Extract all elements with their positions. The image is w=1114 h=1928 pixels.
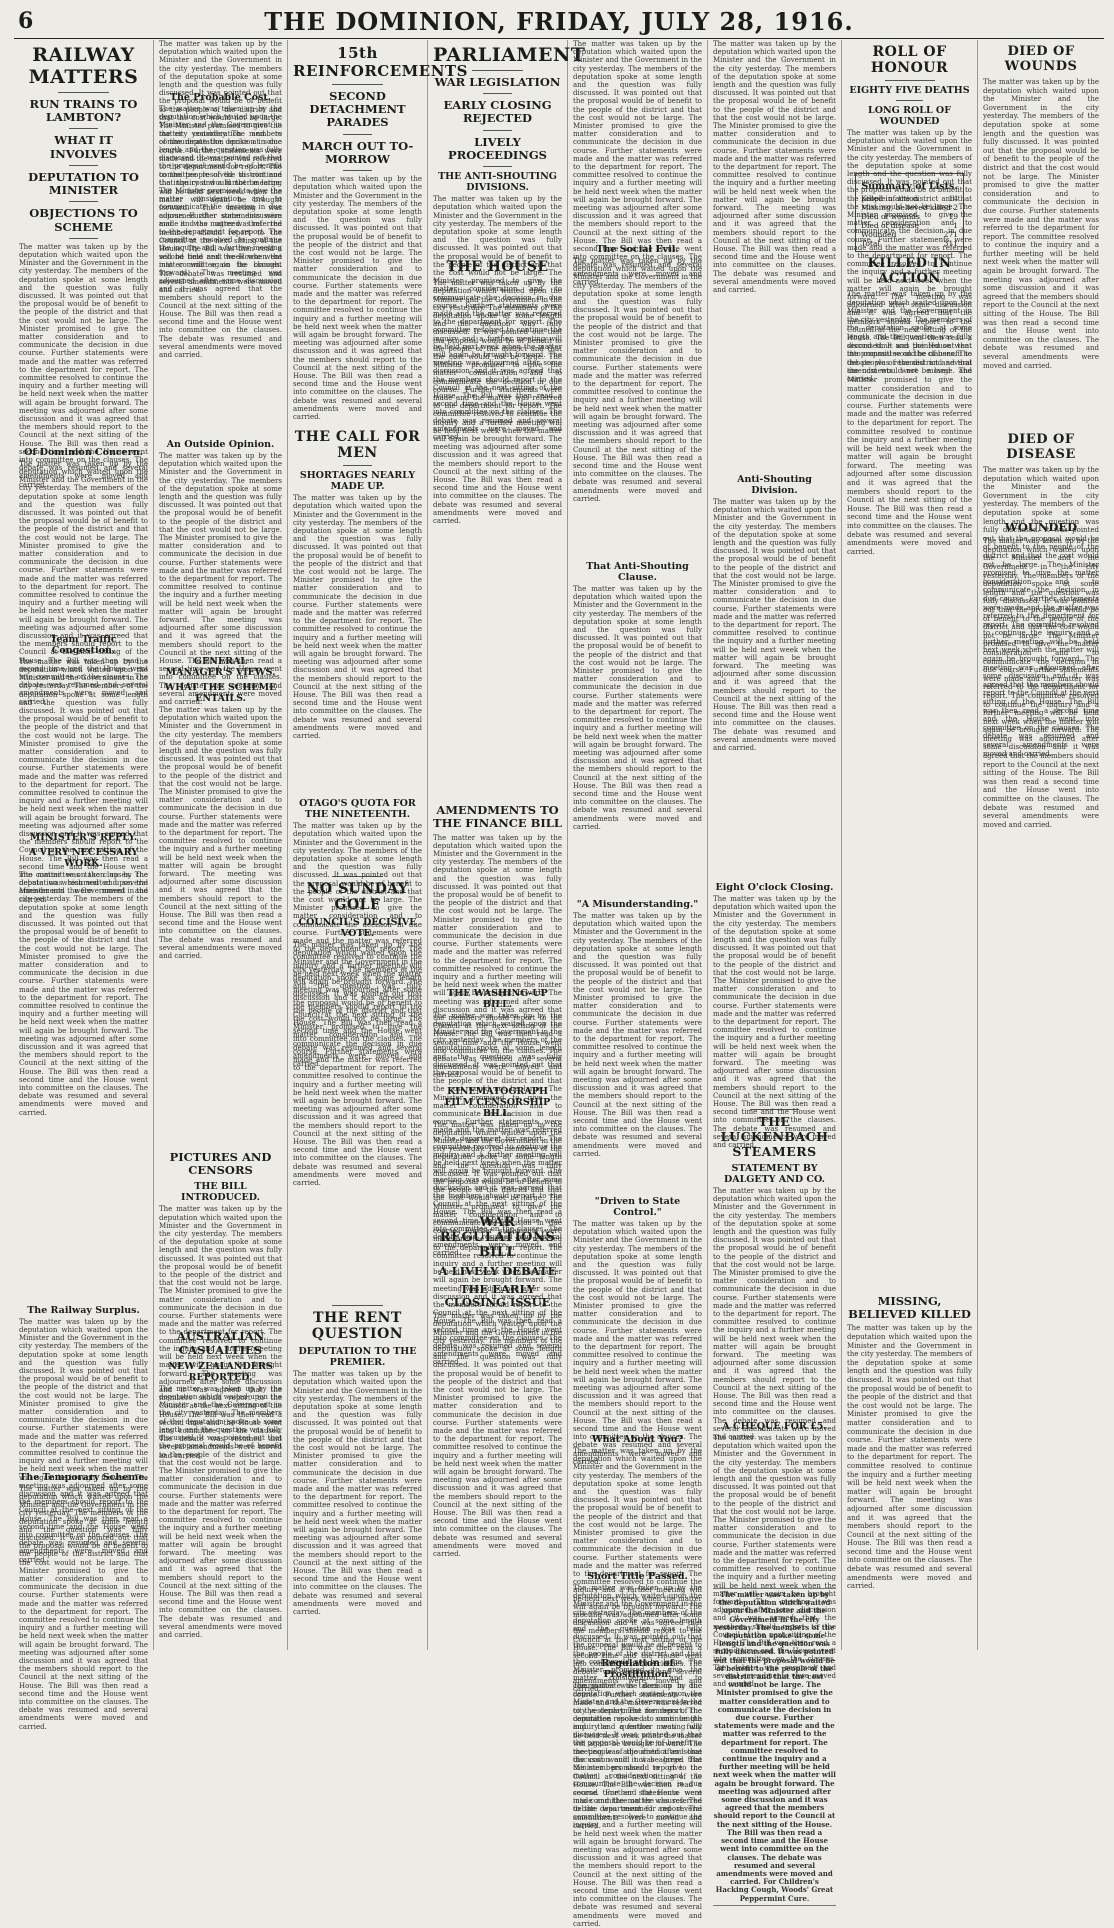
headline-pictures-censors: PICTURES AND CENSORS xyxy=(169,1150,272,1178)
summary-label: Missing, believed killed xyxy=(861,203,951,212)
deck-deputation: DEPUTATION TO MINISTER xyxy=(28,169,139,198)
deck-deputation-premier: DEPUTATION TO THE PREMIER. xyxy=(298,1346,417,1369)
deck-dalgety: STATEMENT BY DALGETY AND CO. xyxy=(724,1163,825,1185)
deck-long-roll-wounded: LONG ROLL OF WOUNDED xyxy=(868,105,951,127)
subhead-otago-quota: OTAGO'S QUOTA FOR THE NINETEENTH. xyxy=(299,798,416,821)
column-parliament-luckenbach xyxy=(708,40,842,1903)
deck-lively-debate: A LIVELY DEBATE xyxy=(438,1263,557,1278)
subhead-short-title: Short Title Passed. xyxy=(587,1571,688,1582)
summary-value: 19 xyxy=(948,212,958,221)
subhead-anti-shouting-clause: That Anti-Shouting Clause. xyxy=(586,561,689,583)
deck-early-closing-issue: THE EARLY CLOSING ISSUE xyxy=(444,1281,551,1309)
subhead-railway-surplus: The Railway Surplus. xyxy=(27,1304,140,1316)
subhead-team-traffic: Team Traffic Congestion. xyxy=(50,633,117,656)
headline-roll-of-honour: ROLL OF HONOUR xyxy=(870,44,949,76)
column-parliament xyxy=(428,40,586,1650)
headline-missing-believed-killed: MISSING, BELIEVED KILLED xyxy=(848,1294,971,1322)
deck-second-detachment: SECOND DETACHMENT PARADES xyxy=(309,89,406,130)
subhead-ministers-reply: MINISTER'S REPLY. xyxy=(29,831,138,843)
headline-call-for-men: THE CALL FOR MEN xyxy=(294,429,421,462)
subhead-cheque: A CHEQUE FOR £5. xyxy=(722,1421,827,1432)
column-roll-of-honour xyxy=(842,40,978,1650)
column-reinforcements xyxy=(288,40,468,1650)
deck-council-vote: COUNCIL'S DECISIVE VOTE. xyxy=(298,917,417,940)
headline-reinforcements: 15th REINFORCEMENTS xyxy=(293,44,468,80)
headline-luckenbach: THE LUCKENBACH STEAMERS xyxy=(720,1114,829,1159)
subhead-general-manager: GENERAL MANAGER'S VIEWS. xyxy=(165,656,276,678)
headline-finance-amendments: AMENDMENTS TO THE FINANCE BILL xyxy=(433,803,562,831)
subhead-scheme-entails: WHAT THE SCHEME ENTAILS. xyxy=(164,682,277,704)
deck-early-closing-rejected: EARLY CLOSING REJECTED xyxy=(443,98,552,126)
deck-run-trains: RUN TRAINS TO LAMBTON? xyxy=(29,97,138,125)
subhead-state-control: "Driven to State Control." xyxy=(594,1196,681,1218)
subhead-misunderstanding: "A Misunderstanding." xyxy=(576,899,699,910)
subhead-outside-opinion: An Outside Opinion. xyxy=(166,439,275,450)
headline-died-of-disease: DIED OF DISEASE xyxy=(1006,432,1076,462)
subhead-eight-oclock: Eight O'clock Closing. xyxy=(715,882,834,893)
headline-killed-in-action: KILLED IN ACTION xyxy=(867,256,952,286)
subhead-probable-cost: The Probable Cost. xyxy=(169,92,272,103)
subhead-prostitution: Regulation of Prostitution. xyxy=(601,1658,674,1680)
subhead-washing-up: THE WASHING-UP BILL. xyxy=(447,987,548,1010)
deck-eighty-five-deaths: EIGHTY FIVE DEATHS xyxy=(849,85,970,96)
headline-war-regulations: WAR REGULATIONS BILL xyxy=(439,1214,556,1260)
deck-march-out: MARCH OUT TO-MORROW xyxy=(301,138,414,166)
headline-kinematograph: KINEMATOGRAPH FILM CENSORSHIP BILL. xyxy=(444,1085,551,1119)
newspaper-title: THE DOMINION, FRIDAY, JULY 28, 1916. xyxy=(264,7,854,36)
deck-objections: OBJECTIONS TO SCHEME xyxy=(29,206,138,234)
column-casualty-lists xyxy=(978,40,1104,1650)
summary-label: Died of wounds xyxy=(861,212,920,221)
summary-label: Killed in action xyxy=(861,194,919,203)
masthead xyxy=(14,4,1104,39)
subhead-social-evil: The Social Evil. xyxy=(596,244,679,255)
summary-value: 311 xyxy=(943,239,958,248)
column-railway-matters xyxy=(14,40,154,1650)
summary-value: 2 xyxy=(953,203,958,212)
headline-australian-casualties: AUSTRALIAN CASUALTIES xyxy=(176,1329,265,1357)
summary-row xyxy=(861,203,958,212)
headline-wounded: WOUNDED xyxy=(1004,520,1078,534)
summary-title: Summary of Lists. xyxy=(861,181,958,192)
headline-parliament: PARLIAMENT xyxy=(433,44,586,66)
headline-rent-question: THE RENT QUESTION xyxy=(311,1310,404,1343)
subhead-bill-introduced: THE BILL INTRODUCED. xyxy=(181,1181,260,1204)
subhead-what-about-you: What About You? xyxy=(591,1434,684,1445)
deck-anti-shouting: THE ANTI-SHOUTING DIVISIONS. xyxy=(438,171,557,194)
headline-railway-matters: RAILWAY MATTERS xyxy=(28,44,139,88)
summary-label: Died of disease xyxy=(861,221,919,230)
column-parliament-continued xyxy=(568,40,708,1680)
headline-the-house: THE HOUSE xyxy=(446,259,549,276)
deck-lively-proceedings: LIVELY PROCEEDINGS xyxy=(448,134,547,162)
deck-what-it-involves: WHAT IT INVOLVES xyxy=(49,133,118,161)
summary-value: 14 xyxy=(948,194,958,203)
headline-died-of-wounds: DIED OF WOUNDS xyxy=(1004,44,1078,74)
headline-no-sunday-golf: NO SUNDAY GOLF xyxy=(306,881,409,914)
advertisement-peppermint-cure: The matter was taken up by the deputation which waited upon the Minister and the Government in the city yesterday. The members of the deputation spoke at some length and the question was fully discussed. It was pointed out that the proposal would be of benefit to the people of the district and that the cost would not be large. The Minister promised to give the matter consideration and to communicate the decision in due course. Further statements were made and the matter was referred to the department for report. The committee resolved to continue the inquiry and a further meeting will be held next week when the matter will again be brought forward. The meeting was adjourned after some discussion and it was agreed that the members should report to the Council at the next sitting of the House. The Bill was then read a second time and the House went into committee on the clauses. The debate was resumed and several amendments were moved and carried. For Children's Hacking Cough, Woods' Great Peppermint Cure. xyxy=(713,1588,836,1906)
page-number: 6 xyxy=(18,8,34,34)
subhead-dominion-concern: Of Dominion Concern. xyxy=(24,446,143,458)
summary-value: 1 xyxy=(953,221,958,230)
summary-label: Wounded xyxy=(861,230,897,239)
subhead-temporary-scheme: The Temporary Scheme. xyxy=(19,1471,148,1483)
summary-value: 271 xyxy=(943,230,958,239)
summary-label: Total xyxy=(861,239,880,248)
deck-shortages: SHORTAGES NEARLY MADE UP. xyxy=(299,470,416,493)
column-railway-continued xyxy=(154,40,288,1650)
subhead-nz-reported: NEW ZEALANDERS REPORTED. xyxy=(168,1360,273,1383)
subhead-necessary-work: A VERY NECESSARY WORK. xyxy=(29,846,138,869)
subhead-anti-shouting-division: Anti-Shouting Division. xyxy=(737,474,812,496)
deck-war-legislation: WAR LEGISLATION xyxy=(434,75,561,89)
